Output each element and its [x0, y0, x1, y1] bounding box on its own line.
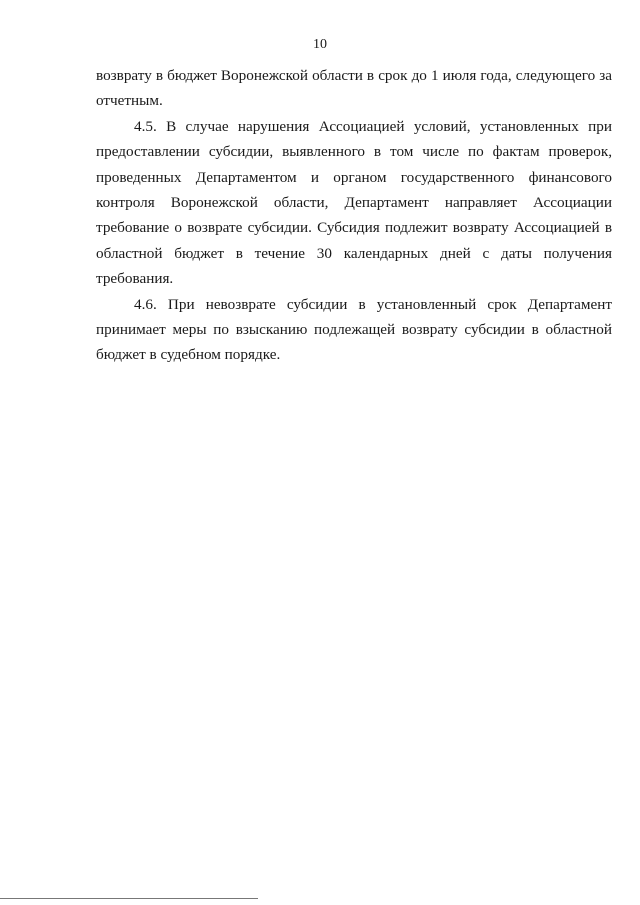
paragraph-4-6: 4.6. При невозврате субсидии в установленный срок Департамент принимает меры по взысканию подлежащей возврату субсидии в областной бюджет в судебном порядке. [96, 295, 612, 364]
paragraph-continuation: возврату в бюджет Воронежской области в срок до 1 июля года, следующего за отчетным. [96, 67, 612, 110]
footer-divider [0, 898, 258, 899]
paragraph-4-5: 4.5. В случае нарушения Ассоциацией условий, установленных при предоставлении субсидии, выявленного в том числе по фактам проверок, проведенных Департаментом и органом государственного финансового контроля Воронежской области, Департамент направляет Ассоциации требование о возврате субсидии. Субсидия подлежит возврату Ассоциацией в областной бюджет в течение 30 календарных дней с даты получения требования. [96, 117, 612, 288]
page-number: 10 [313, 37, 327, 52]
document-body [96, 63, 612, 368]
